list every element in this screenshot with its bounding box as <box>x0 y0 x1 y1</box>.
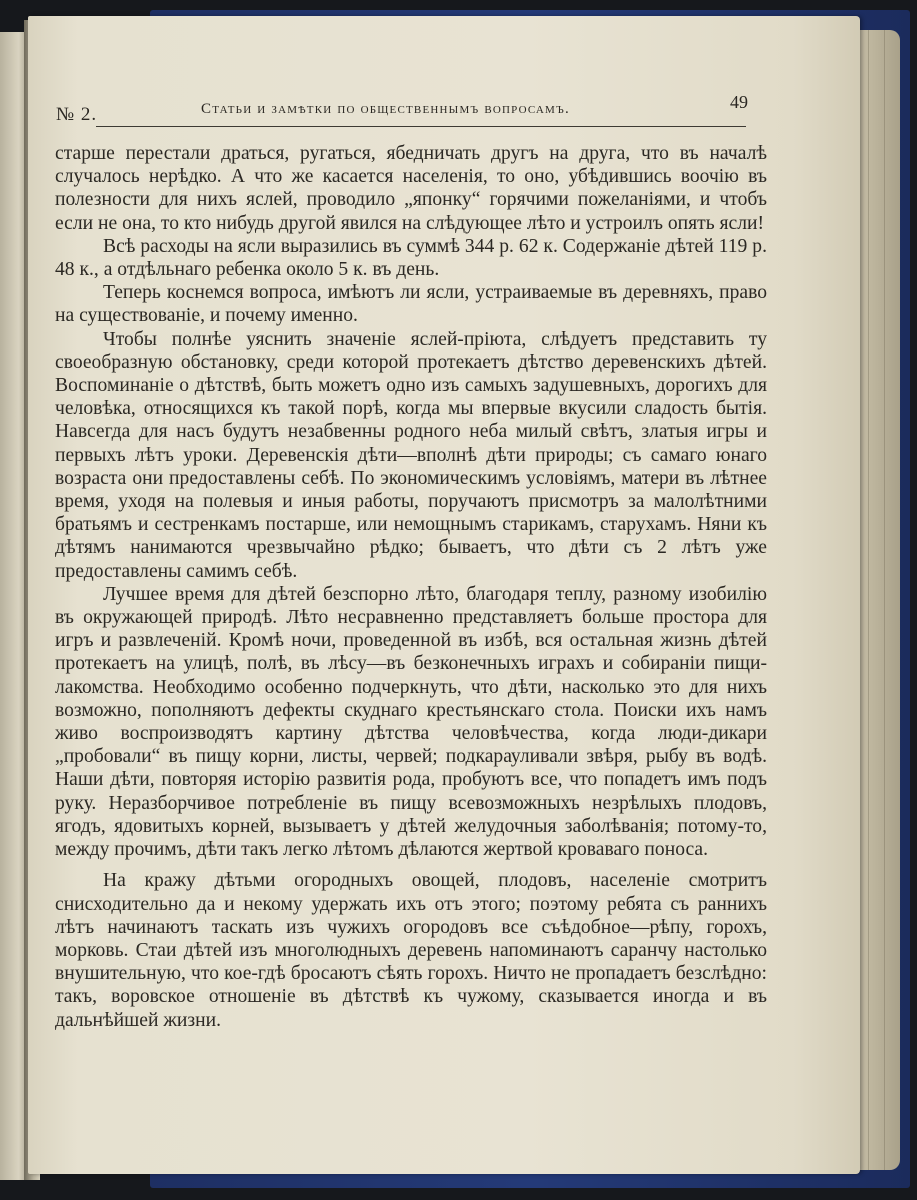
paragraph: Теперь коснемся вопроса, имѣютъ ли ясли, устраиваемые въ деревняхъ, право на существованіе, и почему именно. <box>55 282 767 327</box>
page-number: 49 <box>730 92 748 112</box>
paragraph: Всѣ расходы на ясли выразились въ суммѣ 344 р. 62 к. Содержаніе дѣтей 119 р. 48 к., а отдѣльнаго ребенка около 5 к. въ день. <box>55 235 767 281</box>
paragraph: Лучшее время для дѣтей безспорно лѣто, благодаря теплу, разному изобилію въ окружающей природѣ. Лѣто несравненно представляетъ больше простора для игръ и развлеченій. Кромѣ ночи, проведенной въ избѣ, вся остальная жизнь дѣтей протекаетъ на улицѣ, полѣ, въ лѣсу—въ безконечныхъ играхъ и собираніи пищи-лакомства. Необходимо особенно подчеркнуть, что дѣти, насколько это для нихъ возможно, пополняютъ дефекты скуднаго крестьянскаго стола. Поиски ихъ намъ живо воспроизводятъ картину дѣтства человѣчества, когда люди-дикари „пробовали“ въ пищу корни, листы, червей; подкарауливали звѣря, рыбу въ водѣ. Наши дѣти, повторяя исторію развитія рода, пробуютъ все, что попадетъ имъ подъ руку. Неразборчивое потребленіе въ пищу всевозможныхъ незрѣлыхъ плодовъ, ягодъ, ядовитыхъ корней, вызываетъ у дѣтей желудочныя заболѣванія; потому-то, между прочимъ, дѣти такъ легко лѣтомъ дѣлаются жертвой кроваваго поноса. <box>55 583 767 861</box>
page-edge-line <box>884 30 885 1170</box>
issue-number: № 2. <box>56 104 98 125</box>
paragraph: На кражу дѣтьми огородныхъ овощей, плодовъ, населеніе смотритъ снисходительно да и некому удержать ихъ отъ этого; поэтому ребята съ раннихъ лѣтъ начинаютъ таскать изъ чужихъ огородовъ все съѣдобное—рѣпу, горохъ, морковь. Стаи дѣтей изъ многолюдныхъ деревень напоминаютъ саранчу настолько внушительную, что кое-гдѣ бросаютъ сѣять горохъ. Ничто не пропадаетъ безслѣдно: такъ, воровское отношеніе въ дѣтствѣ къ чужому, сказывается иногда и въ дальнѣйшей жизни. <box>55 870 767 1031</box>
paragraph: Чтобы полнѣе уяснить значеніе яслей-пріюта, слѣдуетъ представить ту своеобразную обстановку, среди которой протекаетъ дѣтство деревенскихъ дѣтей. Воспоминаніе о дѣтствѣ, быть можетъ одно изъ самыхъ задушевныхъ, дорогихъ для человѣка, относящихся къ такой порѣ, когда мы впервые вкусили сладость бытія. Навсегда для насъ будутъ незабвенны родного неба милый свѣтъ, златыя игры и первыхъ лѣтъ уроки. Деревенскія дѣти—вполнѣ дѣти природы; съ самаго юнаго возраста они предоставлены себѣ. По экономическимъ условіямъ, матери въ лѣтнее время, уходя на полевыя и иныя работы, поручаютъ присмотръ за малолѣтними братьямъ и сестренкамъ постарше, или немощнымъ старикамъ, старухамъ. Няни къ дѣтямъ нанимаются чрезвычайно рѣдко; бываетъ, что дѣти съ 2 лѣтъ уже предоставлены самимъ себѣ. <box>55 328 767 582</box>
page-header <box>56 92 746 132</box>
page-edge-line <box>868 30 869 1170</box>
article-body <box>55 142 767 1032</box>
paragraph: старше перестали драться, ругаться, ябедничать другъ на друга, что въ началѣ случалось нерѣдко. А что же касается населенія, то оно, убѣдившись воочію въ полезности для нихъ яслей, проводило „японку“ горячими пожеланіями, и чтобъ если не она, то кто нибудь другой явился на слѣдующее лѣто и устроилъ опять ясли! <box>55 143 767 234</box>
running-title: Статьи и замѣтки по общественнымъ вопросамъ. <box>201 101 570 117</box>
header-rule <box>96 126 746 127</box>
